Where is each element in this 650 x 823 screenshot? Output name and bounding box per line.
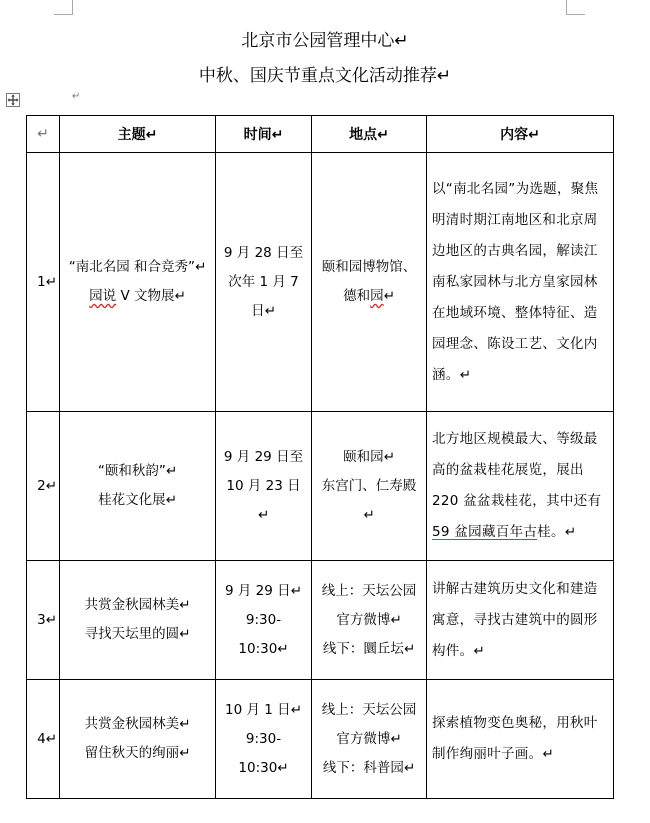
table-row <box>27 561 614 680</box>
row-number: 1↵ <box>27 153 60 412</box>
table-header-row <box>27 116 614 153</box>
place-line: 线下：科普园↵ <box>322 759 416 776</box>
table-move-handle-icon[interactable] <box>6 93 20 107</box>
place-line: 线下：圜丘坛↵ <box>322 640 416 657</box>
activity-table <box>26 115 614 799</box>
place-line: 东宫门、仁寿殿↵ <box>321 477 417 523</box>
table-row <box>27 412 614 561</box>
table-row <box>27 153 614 412</box>
content-text: 北方地区规模最大、等级最高的盆栽桂花展览，展出 220 盆盆栽桂花，其中还有 <box>432 431 602 509</box>
header-time: 时间↵ <box>216 116 312 153</box>
row-time <box>216 153 312 412</box>
row-content <box>427 412 614 561</box>
row-place <box>312 153 427 412</box>
place-mark: ↵ <box>383 288 395 304</box>
document-subtitle: 中秋、国庆节重点文化活动推荐↵ <box>198 66 452 86</box>
theme-text: “颐和秋韵”↵ <box>97 463 178 479</box>
row-theme <box>60 412 216 561</box>
row-place <box>312 680 427 799</box>
place-line: 颐和园↵ <box>343 448 395 465</box>
time-line: 次年 1 月 7 日↵ <box>228 273 299 319</box>
place-text: 德和 <box>343 288 371 304</box>
row-content: 探索植物变色奥秘，用秋叶制作绚丽叶子画。↵ <box>427 680 614 799</box>
theme-line <box>65 457 210 486</box>
row-theme <box>60 561 216 680</box>
row-theme <box>60 680 216 799</box>
row-theme <box>60 153 216 412</box>
row-time <box>216 412 312 561</box>
theme-line: 共赏金秋园林美↵ <box>84 597 191 613</box>
header-content: 内容↵ <box>427 116 614 153</box>
header-place: 地点↵ <box>312 116 427 153</box>
row-number: 4↵ <box>27 680 60 799</box>
page-corner-mark-top-right <box>566 0 585 15</box>
theme-line-rest: V 文物展↵ <box>116 288 186 304</box>
row-number: 3↵ <box>27 561 60 680</box>
time-line: 10 月 1 日↵ <box>225 701 302 718</box>
content-text-end: 桂。↵ <box>537 524 577 540</box>
header-number: ↵ <box>27 116 60 153</box>
place-line: 线上：天坛公园 <box>321 701 417 718</box>
place-line: 官方微博↵ <box>336 730 402 747</box>
row-time <box>216 680 312 799</box>
row-number: 2↵ <box>27 412 60 561</box>
table-row <box>27 680 614 799</box>
time-line: 9 月 29 日至 <box>223 448 304 465</box>
theme-line: 寻找天坛里的圆↵ <box>84 626 191 642</box>
row-place <box>312 561 427 680</box>
time-line: 9 月 28 日至 <box>223 244 304 261</box>
theme-line <box>65 282 210 311</box>
grammar-flag: 59 盆园藏百年古 <box>432 524 538 540</box>
place-line: 线上：天坛公园 <box>321 582 417 599</box>
document-title: 北京市公园管理中心↵ <box>241 31 409 51</box>
place-line <box>317 282 421 311</box>
header-theme: 主题↵ <box>60 116 216 153</box>
row-content: 以“南北名园”为选题，聚焦明清时期江南地区和北京周边地区的古典名园，解读江南私家园林与北方皇家园林在地域环境、整体特征、造园理念、陈设工艺、文化内涵。↵ <box>427 153 614 412</box>
theme-line: 共赏金秋园林美↵ <box>84 716 191 732</box>
theme-line: 桂花文化展↵ <box>98 492 177 508</box>
row-time <box>216 561 312 680</box>
paragraph-mark: ↵ <box>72 91 81 102</box>
theme-line: “南北名园 和合竞秀”↵ <box>68 259 207 275</box>
spellcheck-word: 园说 <box>89 288 117 304</box>
time-line: 9:30-10:30↵ <box>238 611 289 657</box>
time-line: 9:30-10:30↵ <box>238 730 289 776</box>
theme-line: 留住秋天的绚丽↵ <box>84 745 191 761</box>
time-line: 9 月 29 日↵ <box>225 582 302 599</box>
time-line: 10 月 23 日↵ <box>226 477 301 523</box>
row-content: 讲解古建筑历史文化和建造寓意，寻找古建筑中的圆形构件。↵ <box>427 561 614 680</box>
row-place <box>312 412 427 561</box>
place-line: 官方微博↵ <box>336 611 402 628</box>
spellcheck-word: 园 <box>370 288 384 304</box>
place-line: 颐和园博物馆、 <box>321 259 417 275</box>
page-corner-mark-top-left <box>54 0 73 15</box>
